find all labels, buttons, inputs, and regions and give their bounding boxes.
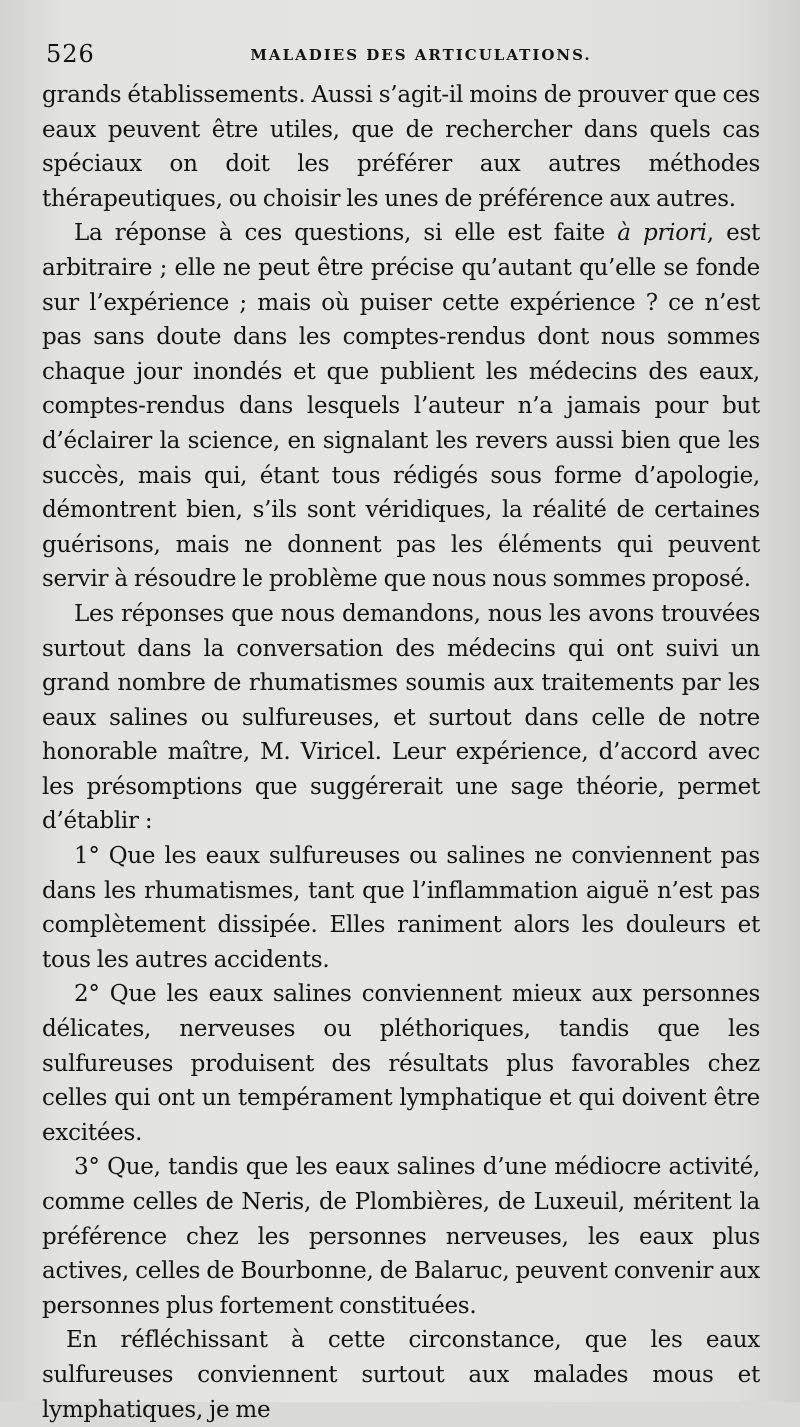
page-number: 526 [46,40,95,68]
page-header [42,38,760,78]
paragraph-answers: Les réponses que nous demandons, nous les avons trouvées surtout dans la conversation des médecins qui ont suivi un grand nombre de rhumatismes soumis aux traitements par les eaux salines ou sulfureuses, et surtout dans celle de notre honorable maître, M. Viricel. Leur expérience, d’accord avec les présomptions que suggérerait une sage théorie, permet d’établir : [42,600,760,835]
paragraph-reflection: En réfléchissant à cette circonstance, que les eaux sulfureuses conviennent surtout aux malades mous et lymphatiques, je me [42,1327,760,1423]
numbered-item-3: 3° Que, tandis que les eaux salines d’une médiocre activité, comme celles de Neris, de Plombières, de Luxeuil, méritent la préférence chez les personnes nerveuses, les eaux plus actives, celles de Bourbonne, de Balaruc, peuvent convenir aux personnes plus fortement constituées. [42,1154,760,1319]
italic-phrase: à priori [617,220,707,247]
running-title: MALADIES DES ARTICULATIONS. [250,46,592,64]
paragraph-response-start: La réponse à ces questions, si elle est faite [74,220,618,247]
numbered-item-2: 2° Que les eaux salines conviennent mieux aux personnes délicates, nerveuses ou pléthoriques, tandis que les sulfureuses produisent des résultats plus favorables chez celles qui ont un tempérament lymphatique et qui doivent être excitées. [42,981,760,1146]
paragraph-response [42,216,760,597]
body-text [42,78,760,1427]
numbered-item-1: 1° Que les eaux sulfureuses ou salines ne conviennent pas dans les rhumatismes, tant que l’inflammation aiguë n’est pas complètement dissipée. Elles raniment alors les douleurs et tous les autres accidents. [42,843,760,973]
paragraph-response-rest: , est arbitraire ; elle ne peut être précise qu’autant qu’elle se fonde sur l’expérience ; mais où puiser cette expérience ? ce n’est pas sans doute dans les comptes-rendus dont nous sommes chaque jour inondés et que publient les médecins des eaux, comptes-rendus dans lesquels l’auteur n’a jamais pour but d’éclairer la science, en signalant les revers aussi bien que les succès, mais qui, étant tous rédigés sous forme d’apologie, démontrent bien, s’ils sont véridiques, la réalité de certaines guérisons, mais ne donnent pas les éléments qui peuvent servir à résoudre le problème que nous nous sommes proposé. [42,220,761,593]
paragraph-continuation: grands établissements. Aussi s’agit-il moins de prouver que ces eaux peuvent être utiles, que de rechercher dans quels cas spéciaux on doit les préférer aux autres méthodes thérapeutiques, ou choisir les unes de préférence aux autres. [42,82,760,212]
